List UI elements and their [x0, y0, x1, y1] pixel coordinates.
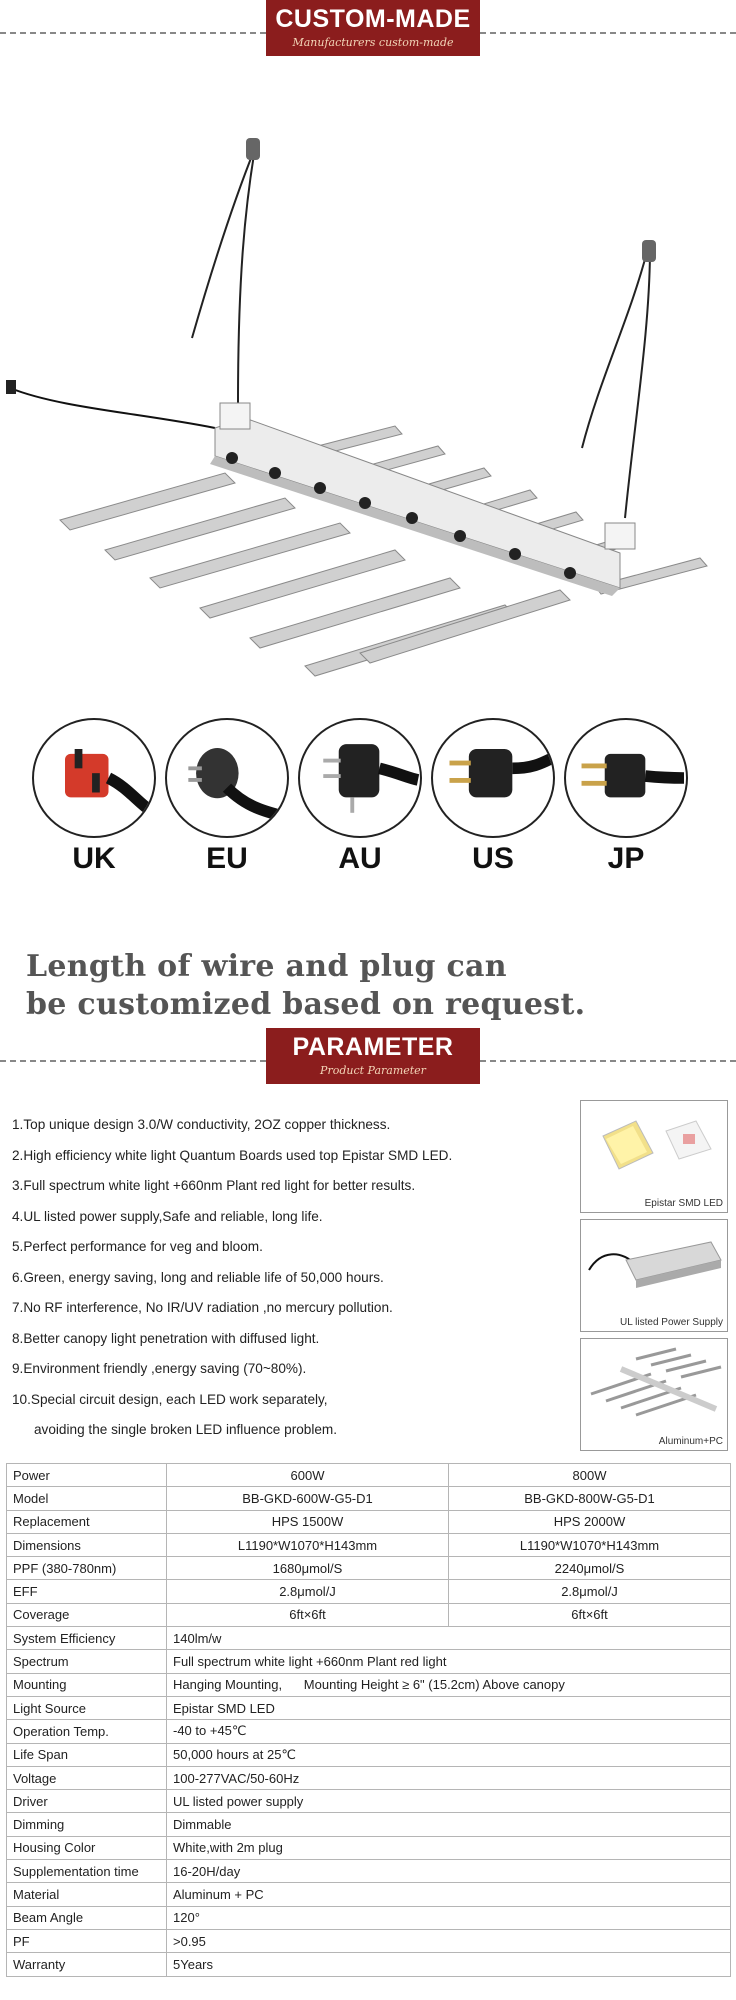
- spec-value: Epistar SMD LED: [167, 1696, 731, 1719]
- plug-label-au: AU: [338, 842, 382, 875]
- spec-value-600w: 2.8μmol/J: [167, 1580, 449, 1603]
- spec-row: [7, 1464, 731, 1487]
- spec-key: Dimensions: [7, 1533, 167, 1556]
- spec-value: -40 to +45℃: [167, 1720, 731, 1743]
- spec-key: Coverage: [7, 1603, 167, 1626]
- spec-value-800w: 800W: [449, 1464, 731, 1487]
- us-plug-icon: [431, 718, 555, 838]
- spec-value: Hanging Mounting, Mounting Height ≥ 6" (15.2cm) Above canopy: [167, 1673, 731, 1696]
- spec-value-600w: L1190*W1070*H143mm: [167, 1533, 449, 1556]
- au-plug-icon: [298, 718, 422, 838]
- feature-item: 3.Full spectrum white light +660nm Plant red light for better results.: [12, 1178, 416, 1193]
- spec-value: 50,000 hours at 25℃: [167, 1743, 731, 1766]
- spec-value-600w: 6ft×6ft: [167, 1603, 449, 1626]
- epistar-led-image: [580, 1100, 728, 1213]
- eu-plug-icon: [165, 718, 289, 838]
- feature-item: 4.UL listed power supply,Safe and reliable, long life.: [12, 1208, 323, 1224]
- feature-item: 7.No RF interference, No IR/UV radiation ,no mercury pollution.: [12, 1300, 393, 1315]
- spec-row: [7, 1650, 731, 1673]
- spec-value-600w: 1680μmol/S: [167, 1557, 449, 1580]
- aluminum-pc-image: [580, 1338, 728, 1451]
- spec-value-600w: HPS 1500W: [167, 1510, 449, 1533]
- wire-note-line-2: be customized based on request.: [26, 987, 586, 1022]
- plug-label-uk: UK: [72, 842, 116, 875]
- spec-value-800w: 6ft×6ft: [449, 1603, 731, 1626]
- specification-table: [6, 1463, 731, 1977]
- spec-key: Driver: [7, 1790, 167, 1813]
- spec-row: [7, 1720, 731, 1743]
- parameter-header: [0, 1028, 736, 1084]
- spec-row: [7, 1627, 731, 1650]
- spec-row: [7, 1487, 731, 1510]
- spec-value: Dimmable: [167, 1813, 731, 1836]
- plug-label-jp: JP: [607, 842, 645, 875]
- banner-title: CUSTOM-MADE: [275, 5, 471, 33]
- spec-key: Operation Temp.: [7, 1720, 167, 1743]
- spec-key: Light Source: [7, 1696, 167, 1719]
- spec-value-800w: 2240μmol/S: [449, 1557, 731, 1580]
- spec-row: [7, 1743, 731, 1766]
- feature-item: 8.Better canopy light penetration with diffused light.: [12, 1330, 320, 1346]
- spec-key: Housing Color: [7, 1836, 167, 1859]
- spec-value: 120°: [167, 1906, 731, 1929]
- feature-item: 9.Environment friendly ,energy saving (70~80%).: [12, 1361, 307, 1376]
- feature-image-caption: Epistar SMD LED: [644, 1198, 723, 1209]
- spec-value: 100-277VAC/50-60Hz: [167, 1766, 731, 1789]
- spec-key: Power: [7, 1464, 167, 1487]
- spec-key: Life Span: [7, 1743, 167, 1766]
- feature-item: 6.Green, energy saving, long and reliable life of 50,000 hours.: [12, 1269, 384, 1285]
- spec-key: Replacement: [7, 1510, 167, 1533]
- spec-key: Mounting: [7, 1673, 167, 1696]
- plug-label-eu: EU: [206, 842, 248, 875]
- spec-row: [7, 1580, 731, 1603]
- spec-row: [7, 1603, 731, 1626]
- spec-row: [7, 1766, 731, 1789]
- power-supply-image: [580, 1219, 728, 1332]
- feature-item: 1.Top unique design 3.0/W conductivity, 2OZ copper thickness.: [12, 1117, 391, 1132]
- parameter-banner: [266, 1028, 480, 1084]
- spec-row: [7, 1790, 731, 1813]
- spec-value-800w: 2.8μmol/J: [449, 1580, 731, 1603]
- spec-key: Voltage: [7, 1766, 167, 1789]
- spec-row: [7, 1836, 731, 1859]
- custom-made-header: [0, 0, 736, 56]
- spec-key: Dimming: [7, 1813, 167, 1836]
- spec-key: System Efficiency: [7, 1627, 167, 1650]
- spec-value: 16-20H/day: [167, 1860, 731, 1883]
- spec-value: White,with 2m plug: [167, 1836, 731, 1859]
- spec-key: Material: [7, 1883, 167, 1906]
- spec-key: PF: [7, 1929, 167, 1952]
- spec-row: [7, 1696, 731, 1719]
- spec-key: EFF: [7, 1580, 167, 1603]
- spec-value-800w: HPS 2000W: [449, 1510, 731, 1533]
- spec-key: Beam Angle: [7, 1906, 167, 1929]
- custom-made-banner: [266, 0, 480, 56]
- spec-value-600w: 600W: [167, 1464, 449, 1487]
- spec-value-600w: BB-GKD-600W-G5-D1: [167, 1487, 449, 1510]
- uk-plug-icon: [32, 718, 156, 838]
- spec-row: [7, 1883, 731, 1906]
- spec-key: PPF (380-780nm): [7, 1557, 167, 1580]
- parameter-subtitle: Product Parameter: [320, 1064, 426, 1077]
- spec-row: [7, 1813, 731, 1836]
- feature-item: 10.Special circuit design, each LED work separately,: [12, 1391, 328, 1407]
- spec-value-800w: L1190*W1070*H143mm: [449, 1533, 731, 1556]
- spec-key: Warranty: [7, 1953, 167, 1976]
- feature-image-caption: UL listed Power Supply: [619, 1317, 723, 1328]
- spec-row: [7, 1906, 731, 1929]
- spec-value: >0.95: [167, 1929, 731, 1952]
- plug-label-us: US: [472, 842, 514, 875]
- banner-subtitle: Manufacturers custom-made: [292, 36, 454, 49]
- spec-value-800w: BB-GKD-800W-G5-D1: [449, 1487, 731, 1510]
- spec-row: [7, 1557, 731, 1580]
- feature-image-caption: Aluminum+PC: [658, 1436, 723, 1447]
- spec-key: Model: [7, 1487, 167, 1510]
- spec-row: [7, 1510, 731, 1533]
- spec-value: 5Years: [167, 1953, 731, 1976]
- jp-plug-icon: [564, 718, 688, 838]
- wire-customization-note: [26, 948, 585, 1024]
- parameter-title: PARAMETER: [292, 1033, 454, 1061]
- spec-row: [7, 1860, 731, 1883]
- spec-row: [7, 1673, 731, 1696]
- spec-value: Full spectrum white light +660nm Plant red light: [167, 1650, 731, 1673]
- wire-note-line-1: Length of wire and plug can: [26, 949, 507, 984]
- spec-value: UL listed power supply: [167, 1790, 731, 1813]
- spec-key: Supplementation time: [7, 1860, 167, 1883]
- spec-value: Aluminum + PC: [167, 1883, 731, 1906]
- spec-row: [7, 1533, 731, 1556]
- feature-list: [12, 1110, 572, 1446]
- spec-row: [7, 1953, 731, 1976]
- feature-item-continued: avoiding the single broken LED influence problem.: [34, 1422, 338, 1437]
- led-grow-light-image: [0, 118, 736, 678]
- spec-key: Spectrum: [7, 1650, 167, 1673]
- spec-value: 140lm/w: [167, 1627, 731, 1650]
- feature-item: 5.Perfect performance for veg and bloom.: [12, 1239, 263, 1254]
- spec-row: [7, 1929, 731, 1952]
- feature-item: 2.High efficiency white light Quantum Boards used top Epistar SMD LED.: [12, 1147, 453, 1163]
